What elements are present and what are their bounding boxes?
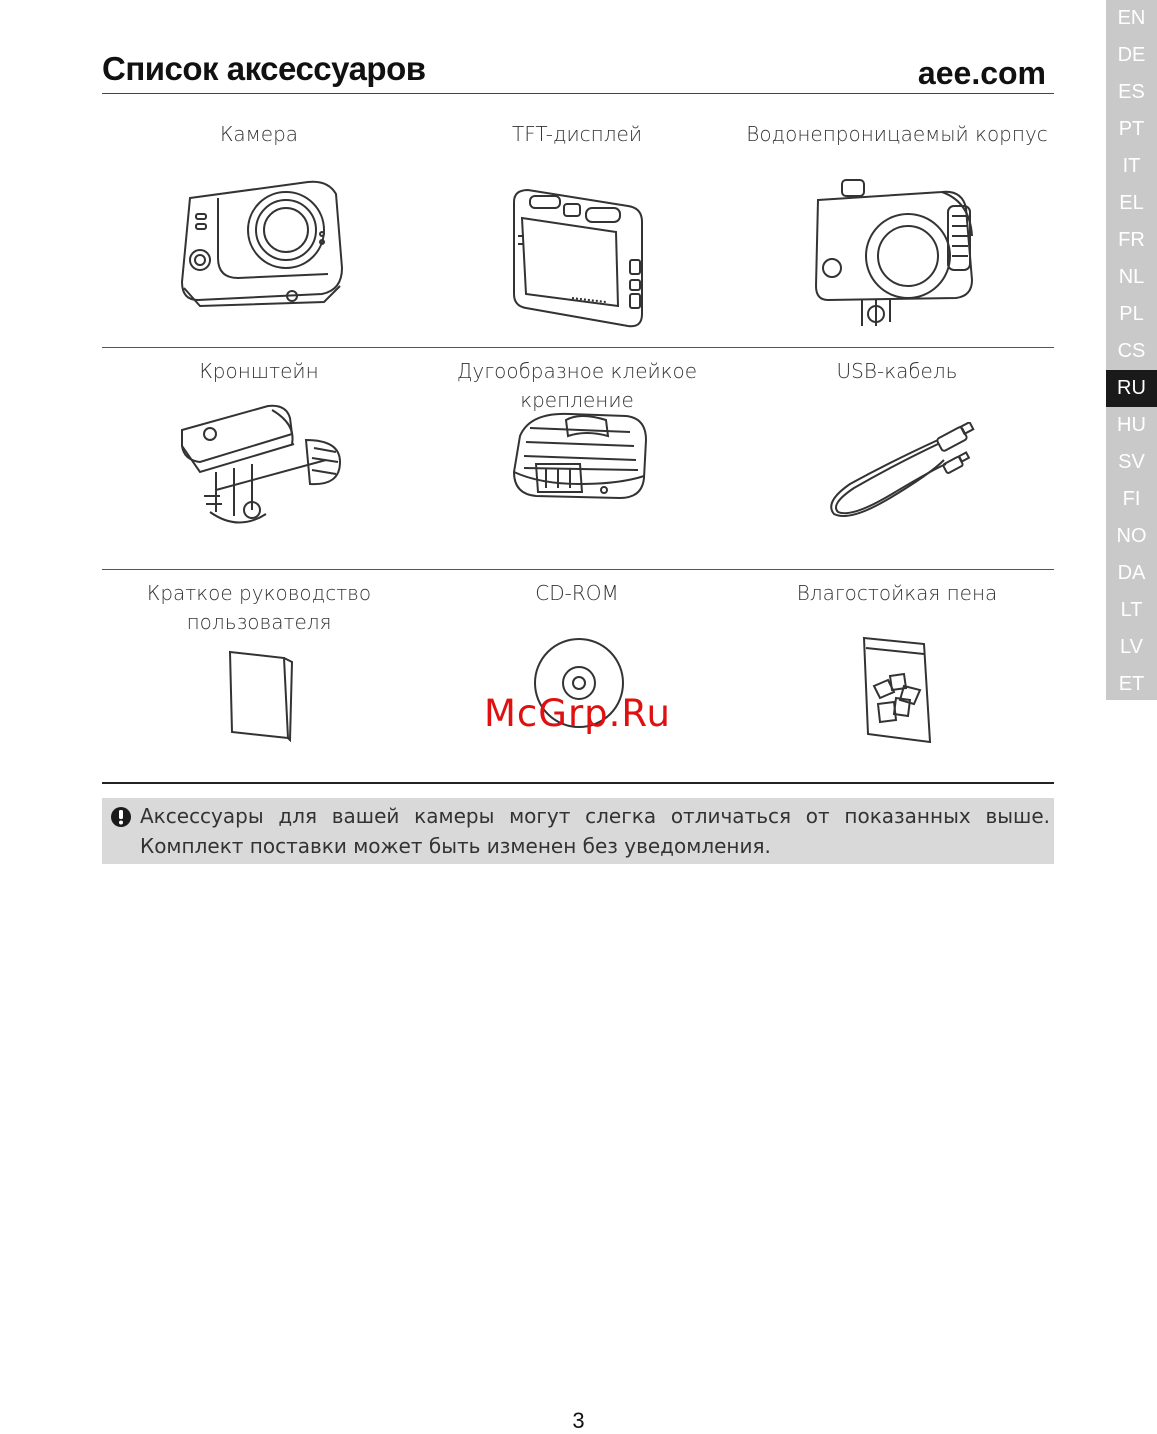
language-tab-en[interactable]: EN bbox=[1117, 7, 1146, 29]
language-tab-et[interactable]: ET bbox=[1118, 673, 1145, 695]
page-number: 3 bbox=[572, 1408, 585, 1433]
language-tab-cs[interactable]: CS bbox=[1117, 340, 1146, 362]
language-tab-fi[interactable]: FI bbox=[1122, 488, 1141, 510]
language-tab-lv[interactable]: LV bbox=[1120, 636, 1143, 658]
accessory-label-quick-guide: Краткое руководство пользователя bbox=[146, 581, 372, 634]
language-tab-pt[interactable]: PT bbox=[1118, 118, 1145, 140]
notice-box bbox=[102, 798, 1054, 864]
usb-cable-icon bbox=[820, 422, 976, 522]
language-tab-fr[interactable]: FR bbox=[1118, 229, 1145, 251]
accessory-label-usb-cable: USB-кабель bbox=[836, 359, 958, 383]
language-tab-ru[interactable]: RU bbox=[1106, 370, 1157, 407]
accessory-label-bracket: Кронштейн bbox=[199, 359, 319, 383]
language-tab-nl[interactable]: NL bbox=[1118, 266, 1145, 288]
site-name: aee.com bbox=[917, 55, 1046, 91]
language-tab-pl[interactable]: PL bbox=[1119, 303, 1144, 325]
language-tab-hu[interactable]: HU bbox=[1117, 414, 1146, 436]
camera-icon bbox=[178, 178, 346, 312]
page-title: Список аксессуаров bbox=[102, 50, 426, 87]
quick-guide-icon bbox=[226, 648, 296, 742]
language-tab-de[interactable]: DE bbox=[1117, 44, 1146, 66]
header-divider bbox=[102, 93, 1054, 94]
moisture-foam-icon bbox=[860, 634, 934, 746]
accessory-label-moisture-foam: Влагостойкая пена bbox=[796, 581, 998, 605]
tft-display-icon bbox=[508, 186, 648, 330]
waterproof-case-icon bbox=[812, 176, 980, 332]
language-tab-da[interactable]: DA bbox=[1117, 562, 1146, 584]
language-tab-it[interactable]: IT bbox=[1122, 155, 1141, 177]
accessory-label-waterproof-case: Водонепроницаемый корпус bbox=[746, 122, 1048, 146]
language-tab-es[interactable]: ES bbox=[1118, 81, 1145, 103]
exclamation-icon bbox=[110, 806, 132, 832]
bracket-icon bbox=[176, 400, 344, 534]
notice-text: Аксессуары для вашей камеры могут слегка отличаться от показанных выше. Комплект поставки может быть изменен без уведомления. bbox=[140, 804, 1050, 858]
language-tab-no[interactable]: NO bbox=[1116, 525, 1147, 547]
curved-adhesive-mount-icon bbox=[510, 406, 650, 506]
language-tab-lt[interactable]: LT bbox=[1120, 599, 1143, 621]
accessory-label-curved-adhesive-mount: Дугообразное клейкое крепление bbox=[456, 359, 698, 412]
section-divider bbox=[102, 782, 1054, 784]
watermark: McGrp.Ru bbox=[484, 692, 671, 735]
accessory-label-camera: Камера bbox=[219, 122, 299, 146]
language-tab-el[interactable]: EL bbox=[1119, 192, 1144, 214]
row-divider bbox=[102, 569, 1054, 570]
accessory-label-tft-display: TFT-дисплей bbox=[511, 122, 643, 146]
row-divider bbox=[102, 347, 1054, 348]
accessory-label-cd-rom: CD-ROM bbox=[535, 581, 619, 605]
language-tab-sv[interactable]: SV bbox=[1118, 451, 1145, 473]
language-sidebar bbox=[1106, 0, 1157, 700]
